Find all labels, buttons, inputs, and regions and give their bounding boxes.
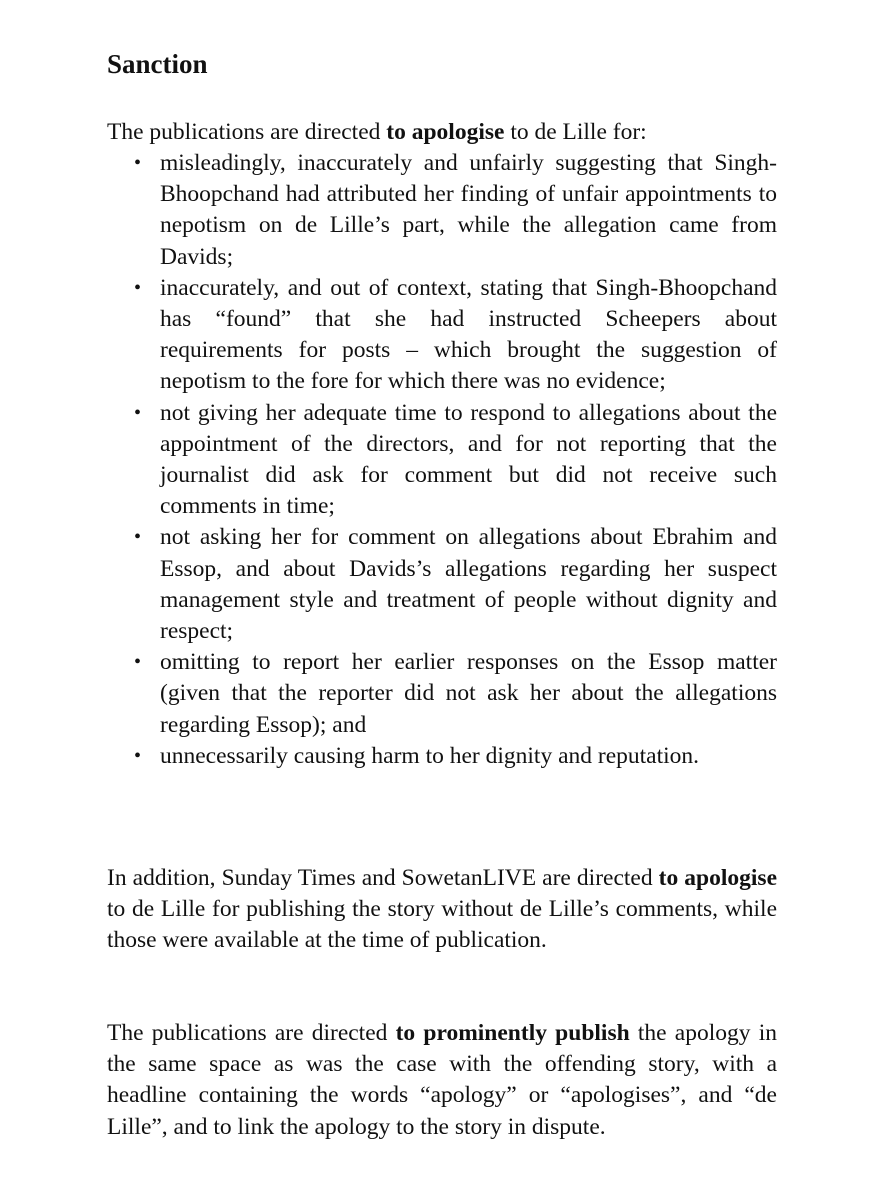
section-heading: Sanction — [107, 49, 208, 79]
apology-grounds-list — [107, 148, 777, 772]
list-item-text: not giving her adequate time to respond to allegations about the appointment of the directors, and for not reporting that the journalist did ask for comment but did not receive such comments in time; — [160, 399, 777, 520]
paragraph2-text-bold: to apologise — [658, 865, 778, 891]
list-item — [107, 273, 777, 398]
list-item-text: inaccurately, and out of context, stating that Singh-Bhoopchand has “found” that she had instructed Scheepers about requirements for posts – which brought the suggestion of nepotism to the fore for which there was no evidence; — [160, 274, 777, 395]
intro-text-before: The publications are directed — [107, 119, 387, 145]
list-item — [107, 741, 777, 772]
intro-paragraph — [107, 117, 777, 148]
list-item-text: misleadingly, inaccurately and unfairly suggesting that Singh-Bhoopchand had attributed her finding of unfair appointments to nepotism on de Lille’s part, while the allegation came from Davids; — [160, 150, 777, 270]
intro-text-after: to de Lille for: — [504, 119, 647, 145]
bullet-icon: • — [134, 152, 142, 174]
paragraph3-text-before: The publications are directed — [107, 1020, 396, 1046]
list-item — [107, 522, 777, 647]
list-item-text: not asking her for comment on allegations about Ebrahim and Essop, and about Davids’s allegations regarding her suspect management style and treatment of people without dignity and respect; — [160, 524, 777, 645]
bullet-icon: • — [134, 744, 142, 767]
list-item — [107, 647, 777, 741]
bullet-icon: • — [134, 526, 142, 549]
intro-text-bold: to apologise — [386, 119, 505, 145]
list-item-text: unnecessarily causing harm to her dignity and reputation. — [160, 742, 700, 769]
list-item — [107, 398, 777, 523]
paragraph2-text-after: to de Lille for publishing the story without de Lille’s comments, while those were available at the time of publication. — [107, 896, 777, 954]
bullet-icon: • — [134, 651, 142, 674]
list-item-text: omitting to report her earlier responses on the Essop matter (given that the reporter did not ask her about the allegations regarding Essop); and — [160, 649, 777, 738]
publication-directive-paragraph — [107, 1018, 777, 1143]
paragraph2-text-before: In addition, Sunday Times and SowetanLIVE are directed — [107, 865, 659, 891]
paragraph3-text-bold: to prominently publish — [395, 1020, 630, 1046]
list-item — [107, 148, 777, 273]
bullet-icon: • — [134, 276, 142, 299]
bullet-icon: • — [134, 401, 142, 424]
paragraph3-text-after: the apology in the same space as was the case with the offending story, with a headline containing the words “apology” or “apologises”, and “de Lille”, and to link the apology to the story in dispute. — [107, 1020, 777, 1140]
additional-apology-paragraph — [107, 863, 777, 957]
